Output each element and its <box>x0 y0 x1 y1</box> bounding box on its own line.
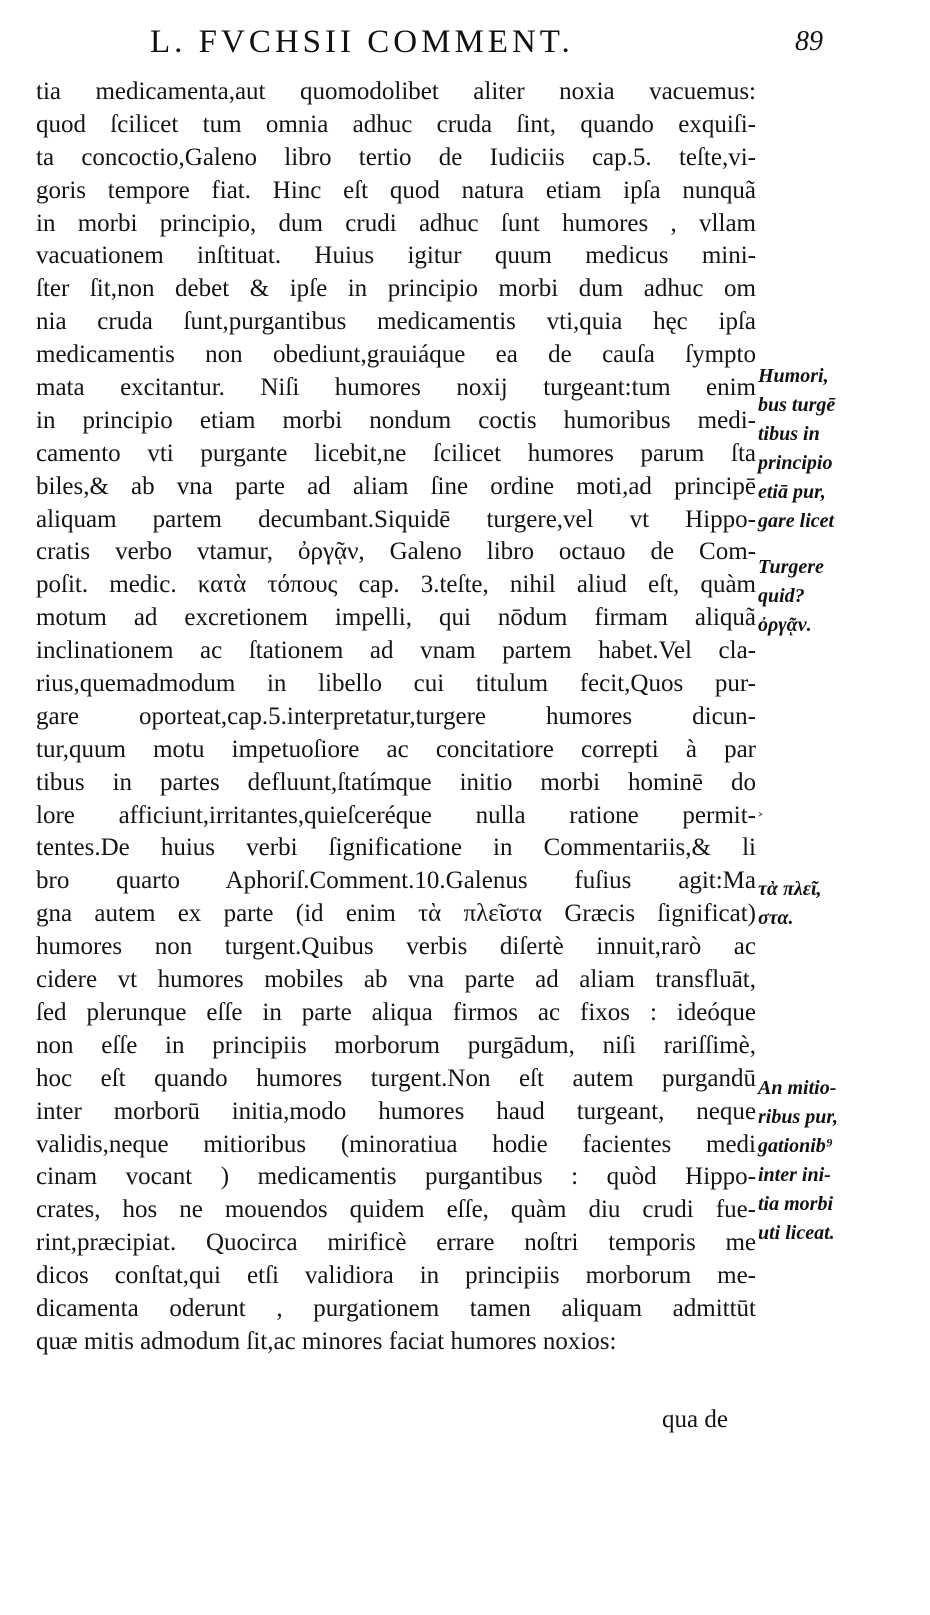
text-line: goris tempore fiat. Hinc eſt quod natura etiam ipſa nunquã <box>36 176 756 204</box>
text-line: ſed plerunque eſſe in parte aliqua firmos ac fixos : ideóque <box>36 998 756 1026</box>
marginal-note-line: etiā pur, <box>758 481 826 503</box>
marginal-note-line: principio <box>758 452 833 474</box>
text-line: ta concoctio,Galeno libro tertio de Iudiciis cap.5. teſte,vi- <box>36 143 756 171</box>
text-line: nia cruda ſunt,purgantibus medicamentis vti,quia hęc ipſa <box>36 308 756 336</box>
text-line: aliquam partem decumbant.Siquidē turgere,vel vt Hippo- <box>36 505 756 533</box>
text-line: bro quarto Aphoriſ.Comment.10.Galenus fuſius agit:Ma <box>36 867 756 895</box>
page-number: 89 <box>795 26 823 57</box>
text-line: inter morborū initia,modo humores haud turgeant, neque <box>36 1097 756 1125</box>
marginal-note-turgere <box>758 553 923 640</box>
marginal-note-line: Turgere <box>758 556 824 578</box>
text-line: in principio etiam morbi nondum coctis humoribus medi- <box>36 406 756 434</box>
text-line: motum ad excretionem impelli, qui nōdum firmam aliquã <box>36 604 756 632</box>
marginal-note-line: gationib⁹ <box>758 1135 833 1157</box>
text-line: lore afficiunt,irritantes,quieſceréque nulla ratione permit- <box>36 801 756 829</box>
text-line: quæ mitis admodum ſit,ac minores faciat humores noxios: <box>36 1327 617 1355</box>
marginal-note-line: inter ini- <box>758 1164 831 1186</box>
text-line: rint,præcipiat. Quocirca mirificè errare noſtri temporis me <box>36 1229 756 1257</box>
text-line: cidere vt humores mobiles ab vna parte ad aliam transfluāt, <box>36 966 756 994</box>
text-line: inclinationem ac ſtationem ad vnam partem habet.Vel cla- <box>36 637 756 665</box>
text-line: tur,quum motu impetuoſiore ac concitatiore correpti à par <box>36 735 756 763</box>
marginal-note-line: στα. <box>758 907 794 929</box>
marginal-note-line: Humori, <box>758 365 829 387</box>
marginal-note-line: tia morbi <box>758 1193 834 1215</box>
catchword: qua de <box>662 1406 728 1433</box>
margin-caret-mark: ˃ <box>757 812 764 828</box>
text-line: mata excitantur. Niſi humores noxij turgeant:tum enim <box>36 374 756 402</box>
marginal-note-line: gare licet <box>758 510 835 532</box>
marginal-note-line: ὀργᾷν. <box>758 614 812 636</box>
marginal-note-turgentibus <box>758 362 923 536</box>
marginal-note-line: uti liceat. <box>758 1222 835 1244</box>
text-line: hoc eſt quando humores turgent.Non eſt autem purgandū <box>36 1064 756 1092</box>
text-line: in morbi principio, dum crudi adhuc ſunt humores , vllam <box>36 209 756 237</box>
main-text-block <box>36 76 756 1359</box>
text-line: gare oporteat,cap.5.interpretatur,turgere humores dicun- <box>36 702 756 730</box>
marginal-note-line: tibus in <box>758 423 820 445</box>
text-line: cinam vocant ) medicamentis purgantibus : quòd Hippo- <box>36 1163 756 1191</box>
text-line: ſter ſit,non debet & ipſe in principio morbi dum adhuc om <box>36 275 756 303</box>
text-line: medicamentis non obediunt,grauiáque ea de cauſa ſympto <box>36 341 756 369</box>
marginal-note-line: ribus pur, <box>758 1106 839 1128</box>
marginal-note-line: An mitio- <box>758 1077 837 1099</box>
text-line: tibus in partes defluunt,ſtatímque initio morbi hominē do <box>36 768 756 796</box>
marginal-note-line: τὰ πλεῖ, <box>758 878 822 900</box>
text-line: tia medicamenta,aut quomodolibet aliter noxia vacuemus: <box>36 78 756 105</box>
text-line: dicos conſtat,qui etſi validiora in principiis morborum me- <box>36 1262 756 1290</box>
text-line: cratis verbo vtamur, ὀργᾷν, Galeno libro octauo de Com- <box>36 538 756 566</box>
text-line: crates, hos ne mouendos quidem eſſe, quàm diu crudi fue- <box>36 1196 756 1224</box>
running-title: L. FVCHSII COMMENT. <box>150 24 574 60</box>
marginal-note-line: bus turgē <box>758 394 836 416</box>
text-line: biles,& ab vna parte ad aliam ſine ordine moti,ad principē <box>36 472 756 500</box>
text-line: rius,quemadmodum in libello cui titulum fecit,Quos pur- <box>36 670 756 698</box>
marginal-note-greek <box>758 875 923 933</box>
text-line: gna autem ex parte (id enim τὰ πλεῖστα Græcis ſignificat) <box>36 900 756 928</box>
text-line: vacuationem inſtituat. Huius igitur quum medicus mini- <box>36 242 756 270</box>
text-line: non eſſe in principiis morborum purgādum, niſi rariſſimè, <box>36 1031 756 1059</box>
text-line: validis,neque mitioribus (minoratiua hodie facientes medi <box>36 1130 756 1158</box>
marginal-note-line: quid? <box>758 585 805 607</box>
text-line: camento vti purgante licebit,ne ſcilicet humores parum ſta <box>36 439 756 467</box>
text-line: quod ſcilicet tum omnia adhuc cruda ſint, quando exquiſi- <box>36 110 756 138</box>
text-line: poſit. medic. κατὰ τόπους cap. 3.teſte, nihil aliud eſt, quàm <box>36 571 756 599</box>
text-line: humores non turgent.Quibus verbis diſertè innuit,rarò ac <box>36 933 756 961</box>
marginal-note-mitioribus <box>758 1074 923 1248</box>
text-line: tentes.De huius verbi ſignificatione in Commentariis,& li <box>36 834 756 862</box>
text-line: dicamenta oderunt , purgationem tamen aliquam admittūt <box>36 1294 756 1322</box>
